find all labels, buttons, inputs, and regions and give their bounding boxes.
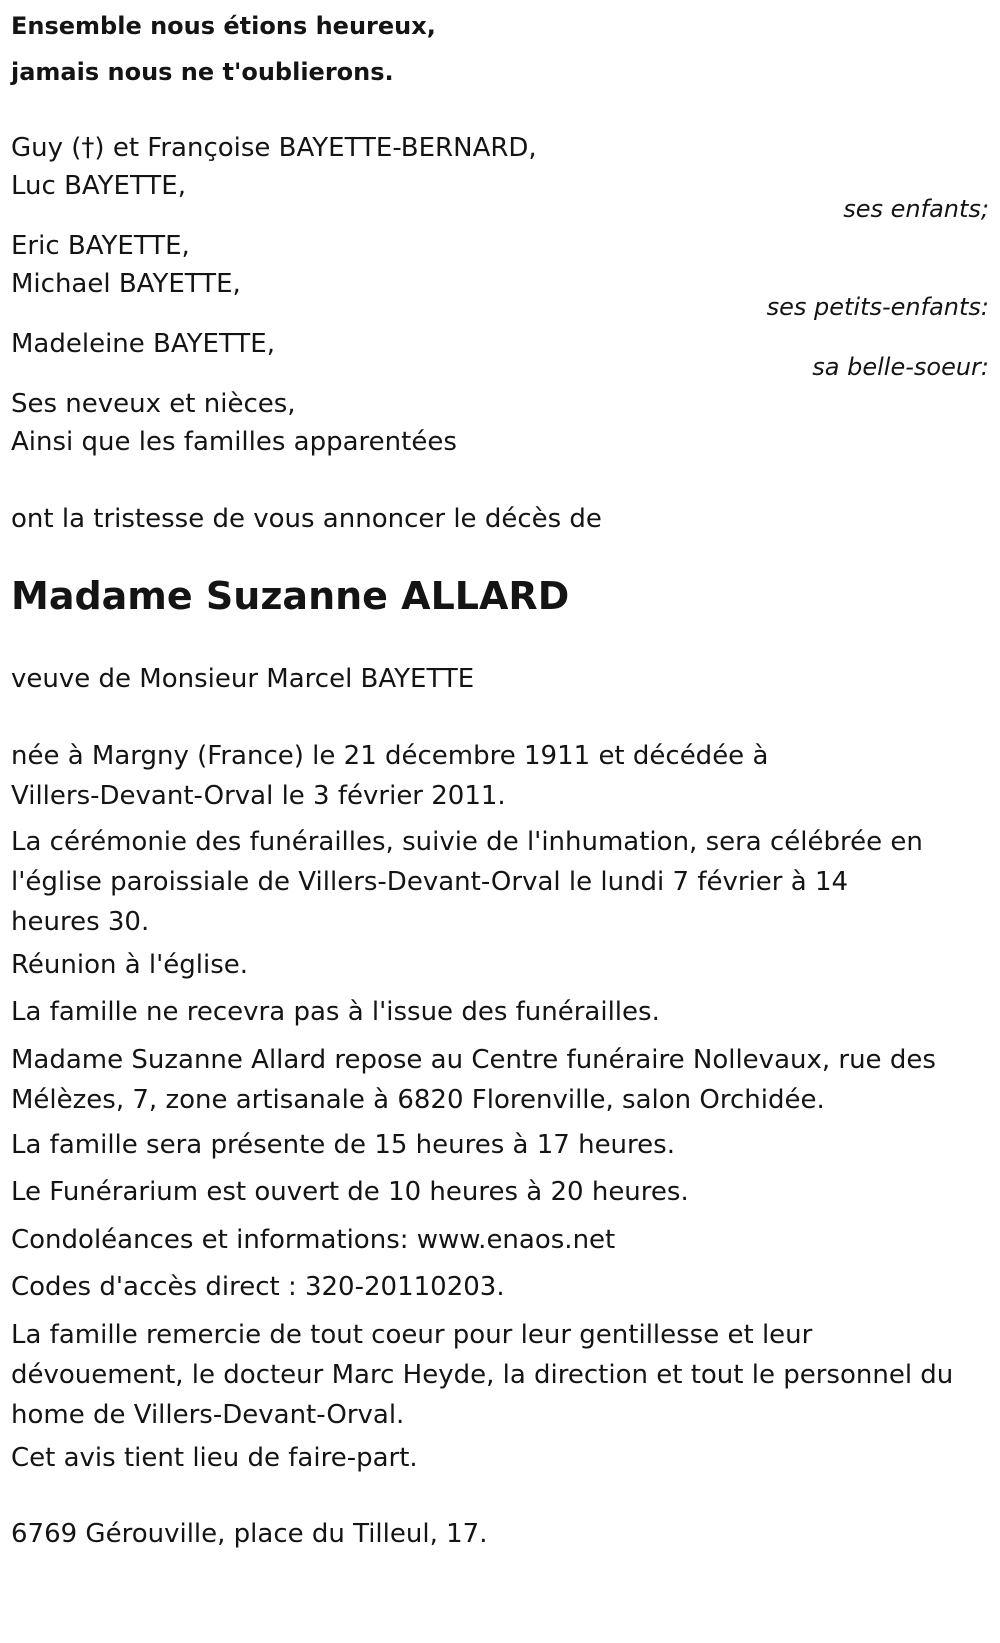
grandchildren-line-1: Eric BAYETTE, <box>11 231 190 261</box>
deceased-name: Madame Suzanne ALLARD <box>11 574 570 618</box>
children-line-2: Luc BAYETTE, <box>11 171 186 201</box>
access-code-paragraph: Codes d'accès direct : 320-20110203. <box>11 1272 505 1302</box>
funerarium-hours-paragraph: Le Funérarium est ouvert de 10 heures à 20 heures. <box>11 1177 689 1207</box>
grandchildren-line-2: Michael BAYETTE, <box>11 269 241 299</box>
birth-death-paragraph: née à Margny (France) le 21 décembre 1911 et décédée à Villers-Devant-Orval le 3 février 2011. <box>11 741 769 811</box>
ceremony-paragraph: La cérémonie des funérailles, suivie de l'inhumation, sera célébrée en l'église paroissiale de Villers-Devant-Orval le lundi 7 février à 14 heures 30. <box>11 827 923 937</box>
grandchildren-role: ses petits-enfants: <box>766 293 989 321</box>
children-line-1: Guy (†) et Françoise BAYETTE-BERNARD, <box>11 133 537 163</box>
notice-paragraph: Cet avis tient lieu de faire-part. <box>11 1443 418 1473</box>
announcement-text: ont la tristesse de vous annoncer le décès de <box>11 504 602 534</box>
children-role: ses enfants; <box>843 195 989 223</box>
others-line-2: Ainsi que les familles apparentées <box>11 427 457 457</box>
others-line-1: Ses neveux et nièces, <box>11 389 296 419</box>
family-present-paragraph: La famille sera présente de 15 heures à 17 heures. <box>11 1130 675 1160</box>
epigraph-line-1: Ensemble nous étions heureux, <box>11 12 436 40</box>
epigraph-line-2: jamais nous ne t'oublierons. <box>11 58 394 86</box>
sister-in-law-role: sa belle-soeur: <box>812 353 989 381</box>
rest-location-paragraph: Madame Suzanne Allard repose au Centre funéraire Nollevaux, rue des Mélèzes, 7, zone artisanale à 6820 Florenville, salon Orchidée. <box>11 1045 936 1115</box>
no-reception-paragraph: La famille ne recevra pas à l'issue des funérailles. <box>11 997 660 1027</box>
condolences-paragraph: Condoléances et informations: www.enaos.net <box>11 1225 616 1255</box>
thanks-paragraph: La famille remercie de tout coeur pour leur gentillesse et leur dévouement, le docteur Marc Heyde, la direction et tout le personnel du home de Villers-Devant-Orval. <box>11 1320 954 1430</box>
meeting-paragraph: Réunion à l'église. <box>11 950 249 980</box>
sister-in-law-line: Madeleine BAYETTE, <box>11 329 275 359</box>
widow-of-text: veuve de Monsieur Marcel BAYETTE <box>11 664 475 694</box>
address-line: 6769 Gérouville, place du Tilleul, 17. <box>11 1519 488 1549</box>
